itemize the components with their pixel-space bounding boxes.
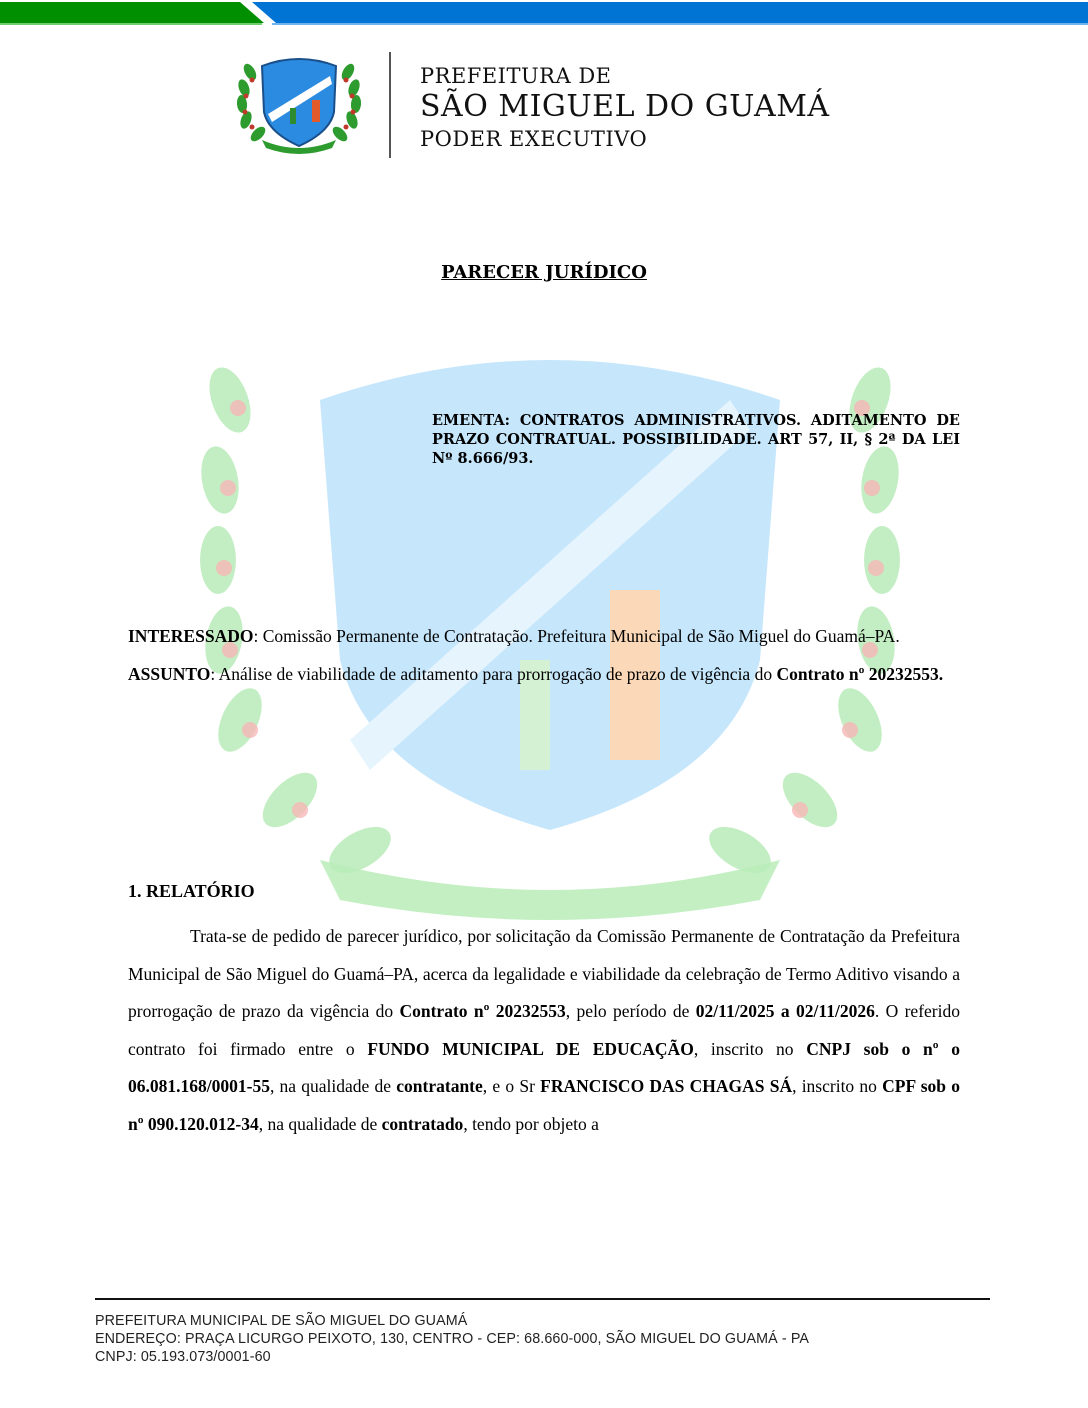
section-heading-relatorio: 1. RELATÓRIO [128, 881, 255, 901]
footer-line-1: PREFEITURA MUNICIPAL DE SÃO MIGUEL DO GUAMÁ [95, 1313, 468, 1329]
green-band-edge [0, 23, 262, 25]
footer-line-2: ENDEREÇO: PRAÇA LICURGO PEIXOTO, 130, CENTRO - CEP: 68.660-000, SÃO MIGUEL DO GUAMÁ - PA [95, 1331, 810, 1347]
interessado-paragraph [128, 618, 960, 656]
relatorio-text-7: , inscrito no [792, 1076, 883, 1096]
header-line-3: PODER EXECUTIVO [420, 127, 648, 151]
header-line-1: PREFEITURA DE [420, 64, 612, 88]
coat-of-arms-logo [232, 52, 366, 158]
watermark-ribbon [320, 860, 780, 920]
interessado-text: : Comissão Permanente de Contratação. Prefeitura Municipal de São Miguel do Guamá–PA. [253, 626, 900, 646]
relatorio-text-1: Trata-se de pedido de parecer jurídico, por solicitação da Comissão Permanente de Contratação da Prefeitura Municipal de São Miguel do Guamá–PA, acerca da legalidade e viabilidade da celebração de Termo Aditivo visando a prorrogação de prazo da vigência do [128, 926, 960, 1021]
footer-divider [95, 1298, 990, 1300]
relatorio-text-6: , e o Sr [482, 1076, 541, 1096]
assunto-label: ASSUNTO [128, 663, 211, 684]
interessado-assunto-block [128, 618, 960, 693]
relatorio-person: FRANCISCO DAS CHAGAS SÁ [540, 1076, 793, 1096]
relatorio-contratado: contratado [381, 1113, 464, 1134]
blue-band-edge [272, 23, 1088, 25]
header-divider [389, 52, 391, 158]
relatorio-paragraph [128, 918, 960, 1143]
assunto-contract: Contrato nº 20232553. [776, 663, 944, 684]
relatorio-cnpj: CNPJ sob o nº o 06.081.168/0001-55 [128, 1038, 960, 1096]
interessado-label: INTERESSADO [128, 626, 254, 646]
footer [95, 1312, 809, 1366]
relatorio-cpf: CPF sob o nº 090.120.012-34 [128, 1076, 960, 1134]
top-color-band [0, 0, 1088, 24]
relatorio-text-9: , tendo por objeto a [463, 1113, 599, 1134]
relatorio-text-8: , na qualidade de [258, 1113, 382, 1134]
relatorio-text-2: , pelo período de [565, 1001, 696, 1021]
header-line-2: SÃO MIGUEL DO GUAMÁ [420, 89, 830, 124]
relatorio-contratante: contratante [396, 1076, 483, 1096]
green-band [0, 2, 264, 23]
tower-icon [312, 100, 320, 122]
ementa: EMENTA: CONTRATOS ADMINISTRATIVOS. ADITAMENTO DE PRAZO CONTRATUAL. POSSIBILIDADE. ART 57, II, § 2ª DA LEI Nº 8.666/93. [432, 412, 960, 467]
relatorio-contract: Contrato nº 20232553 [399, 1001, 566, 1021]
relatorio-text-3: . O referido contrato foi firmado entre o [128, 1001, 960, 1059]
document-title: PARECER JURÍDICO [441, 262, 647, 283]
relatorio-period: 02/11/2025 a 02/11/2026 [695, 1001, 875, 1021]
assunto-text: : Análise de viabilidade de aditamento para prorrogação de prazo de vigência do [210, 663, 777, 684]
relatorio-fund: FUNDO MUNICIPAL DE EDUCAÇÃO [367, 1038, 694, 1059]
tree-icon [290, 108, 296, 124]
relatorio-text-5: , na qualidade de [269, 1076, 397, 1096]
relatorio-text-4: , inscrito no [693, 1038, 807, 1059]
header-title [420, 62, 830, 154]
footer-line-3: CNPJ: 05.193.073/0001-60 [95, 1349, 271, 1365]
blue-band [252, 2, 1088, 23]
assunto-paragraph [128, 656, 960, 694]
